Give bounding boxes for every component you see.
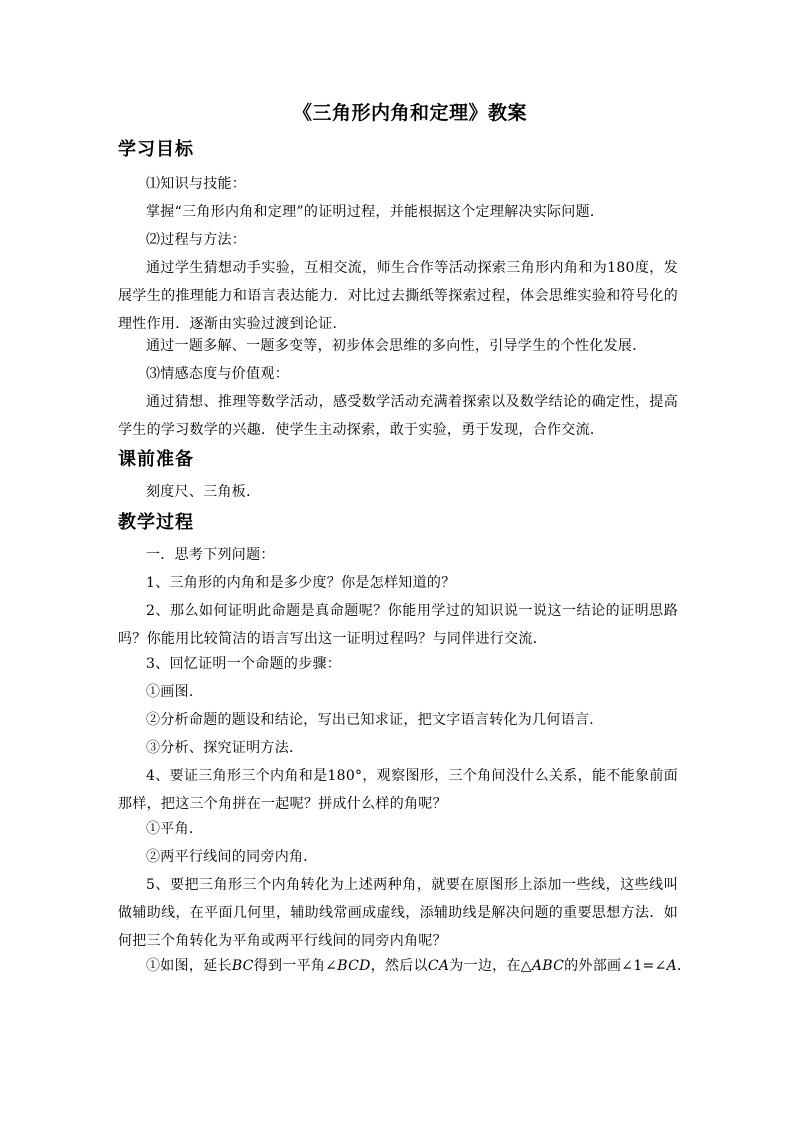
section-heading-goals: 学习目标: [118, 139, 194, 160]
paragraph: 通过一题多解、一题多变等，初步体会思维的多向性，引导学生的个性化发展．: [146, 338, 647, 354]
text-run: 的外部画∠1=∠: [564, 958, 667, 974]
text-run: ，然后以: [370, 958, 428, 974]
paragraph: 掌握“三角形内角和定理”的证明过程，并能根据这个定理解决实际问题．: [146, 204, 605, 220]
document-title: 《三角形内角和定理》教案: [292, 102, 527, 124]
text-run: 得到一平角∠: [253, 958, 338, 974]
paragraph: ⑴知识与技能：: [146, 176, 247, 192]
math-variable: CA: [427, 958, 450, 974]
paragraph: 一．思考下列问题：: [146, 547, 275, 563]
paragraph: ③分析、探究证明方法．: [146, 740, 304, 756]
paragraph: 通过学生猜想动手实验，互相交流，师生合作等活动探索三角形内角和为180度，发展学生的推理能力和语言表达能力．对比过去撕纸等探索过程，体会思维实验和符号化的理性作用．逐渐由实验过渡到论证．: [118, 260, 678, 333]
paragraph: 通过猜想、推理等数学活动，感受数学活动充满着探索以及数学结论的确定性，提高学生的学习数学的兴趣．使学生主动探索，敢于实验，勇于发现，合作交流．: [118, 394, 678, 439]
paragraph: [118, 952, 692, 980]
paragraph: 刻度尺、三角板．: [146, 484, 261, 500]
text-run: ．: [677, 958, 692, 974]
paragraph: 5、要把三角形三个内角转化为上述两种角，就要在原图形上添加一些线，这些线叫做辅助线，在平面几何里，辅助线常画成虚线，添辅助线是解决问题的重要思想方法．如何把三个角转化为平角或两平行线间的同旁内角呢？: [118, 877, 678, 950]
math-variable: BCD: [337, 958, 371, 974]
paragraph: ⑶情感态度与价值观：: [146, 366, 289, 382]
paragraph: 3、回忆证明一个命题的步骤：: [146, 656, 342, 672]
math-variable: A: [666, 958, 678, 974]
paragraph: 2、那么如何证明此命题是真命题呢？你能用学过的知识说一说这一结论的证明思路吗？你能用比较简洁的语言写出这一证明过程吗？与同伴进行交流．: [118, 603, 678, 648]
text-run: ①如图，延长: [146, 958, 232, 974]
paragraph: ②两平行线间的同旁内角．: [146, 849, 318, 865]
paragraph: ①画图．: [146, 684, 204, 700]
math-variable: BC: [231, 958, 254, 974]
paragraph: ②分析命题的题设和结论，写出已知求证，把文字语言转化为几何语言．: [146, 712, 604, 728]
section-heading-process: 教学过程: [118, 512, 194, 533]
section-heading-prep: 课前准备: [118, 449, 194, 470]
paragraph: ⑵过程与方法：: [146, 232, 247, 248]
paragraph: ①平角．: [146, 821, 204, 837]
math-variable: ABC: [531, 958, 565, 974]
paragraph: 4、要证三角形三个内角和是180°，观察图形，三个角间没什么关系，能不能象前面那样，把这三个角拼在一起呢？拼成什么样的角呢？: [118, 768, 678, 813]
paragraph: 1、三角形的内角和是多少度？你是怎样知道的？: [146, 575, 456, 591]
text-run: 为一边，在△: [449, 958, 532, 974]
